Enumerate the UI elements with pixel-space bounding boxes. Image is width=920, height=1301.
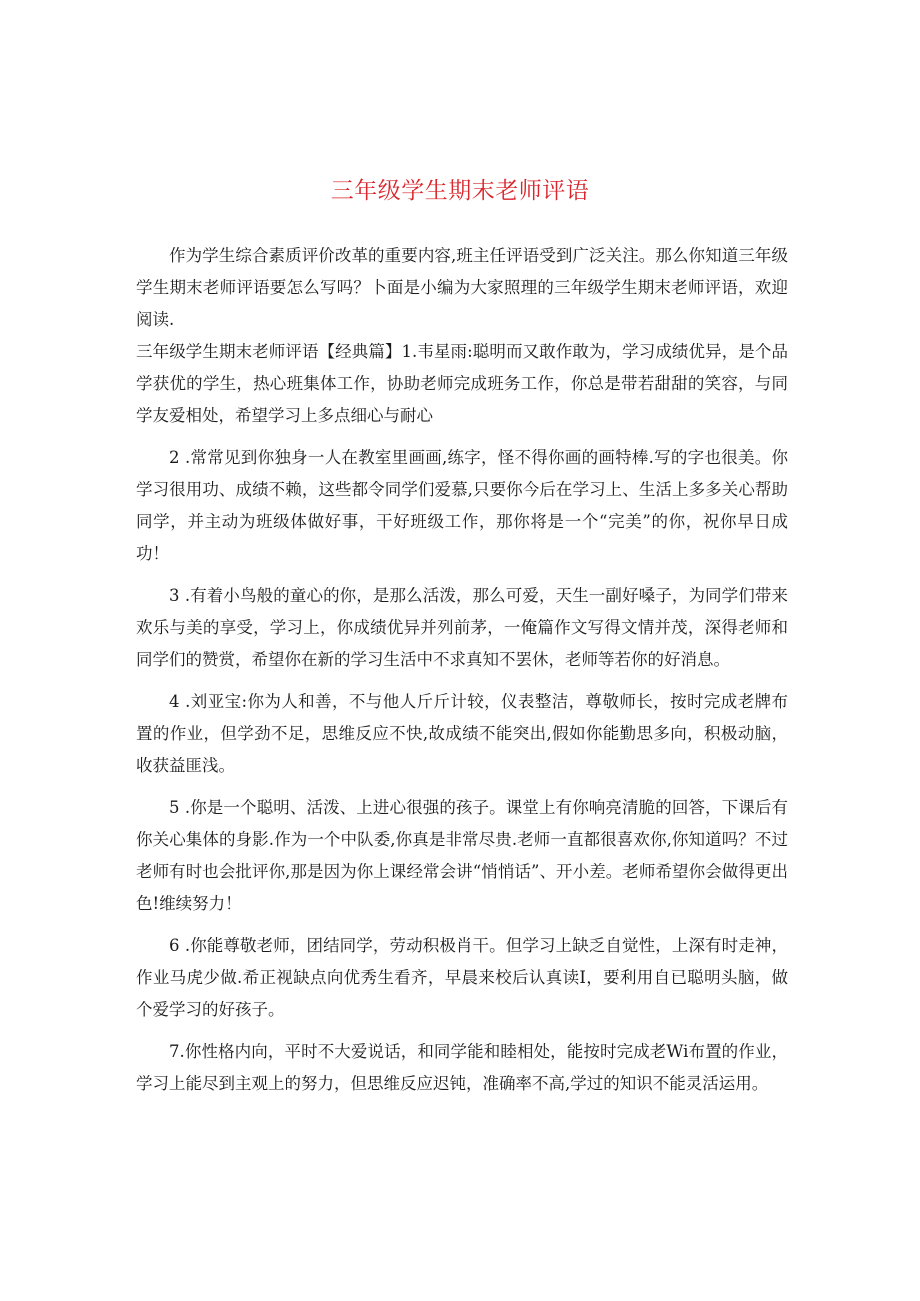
intro-paragraph: 作为学生综合素质评价改革的重要内容,班主任评语受到广泛关注。那么你知道三年级学生期末老师评语要怎么写吗？卜面是小编为大家照理的三年级学生期末老师评语，欢迎阅读. xyxy=(136,246,788,329)
comment-paragraph-7: 7.你性格内向，平时不大爱说话，和同学能和睦相处，能按时完成老Wi布置的作业，学习上能尽到主观上的努力，但思维反应迟钝，准确率不高,学过的知识不能灵活运用。 xyxy=(136,1042,788,1093)
comment-paragraph-6: 6 .你能尊敬老师，团结同学，劳动积极肖干。但学习上缺乏自觉性，上深有时走神，作业马虎少做.希正视缺点向优秀生看齐，早晨来校后认真读I，要利用自已聪明头脑，做个爱学习的好孩子。 xyxy=(136,936,788,1019)
comment-paragraph-5: 5 .你是一个聪明、活泼、上进心很强的孩子。课堂上有你响亮清脆的回答，下课后有你关心集体的身影.作为一个中队委,你真是非常尽贵.老师一直都很喜欢你,你知道吗？不过老师有时也会批评你,那是因为你上课经常会讲“悄悄话”、开小差。老师希望你会做得更出色!维续努力！ xyxy=(136,798,788,913)
comment-paragraph-4: 4 .刘亚宝:你为人和善，不与他人斤斤计较，仪表整洁，尊敬师长，按时完成老牌布置的作业，但学劲不足，思维反应不快,故成绩不能突出,假如你能勤思多向，积极动脑，收获益匪浅。 xyxy=(136,692,788,775)
comment-paragraph-2: 2 .常常见到你独身一人在教室里画画,练字，怪不得你画的画特棒.写的字也很美。你学习很用功、成绩不赖，这些都令同学们爱慕,只要你今后在学习上、生活上多多关心帮助同学，并主动为班级体做好事，干好班级工作，那你将是一个“完美”的你，祝你早日成功！ xyxy=(136,448,788,563)
document-title: 三年级学生期末老师评语 xyxy=(330,178,590,204)
comment-paragraph-3: 3 .有着小鸟般的童心的你，是那么活泼，那么可爱，天生一副好嗓子，为同学们带来欢乐与美的享受，学习上，你成绩优异并列前茅，一俺篇作文写得文情并茂，深得老师和同学们的赞赏，希望你在新的学习生活中不求真知不罢休，老师等若你的好消息。 xyxy=(136,586,788,669)
document-body xyxy=(136,240,788,1100)
comment-paragraph-1: 三年级学生期末老师评语【经典篇】1.韦星雨:聪明而又敢作敢为，学习成绩优异，是个品学获优的学生，热心班集体工作，协助老师完成班务工作，你总是带若甜甜的笑容，与同学友爱相处，希望学习上多点细心与耐心 xyxy=(136,342,788,425)
